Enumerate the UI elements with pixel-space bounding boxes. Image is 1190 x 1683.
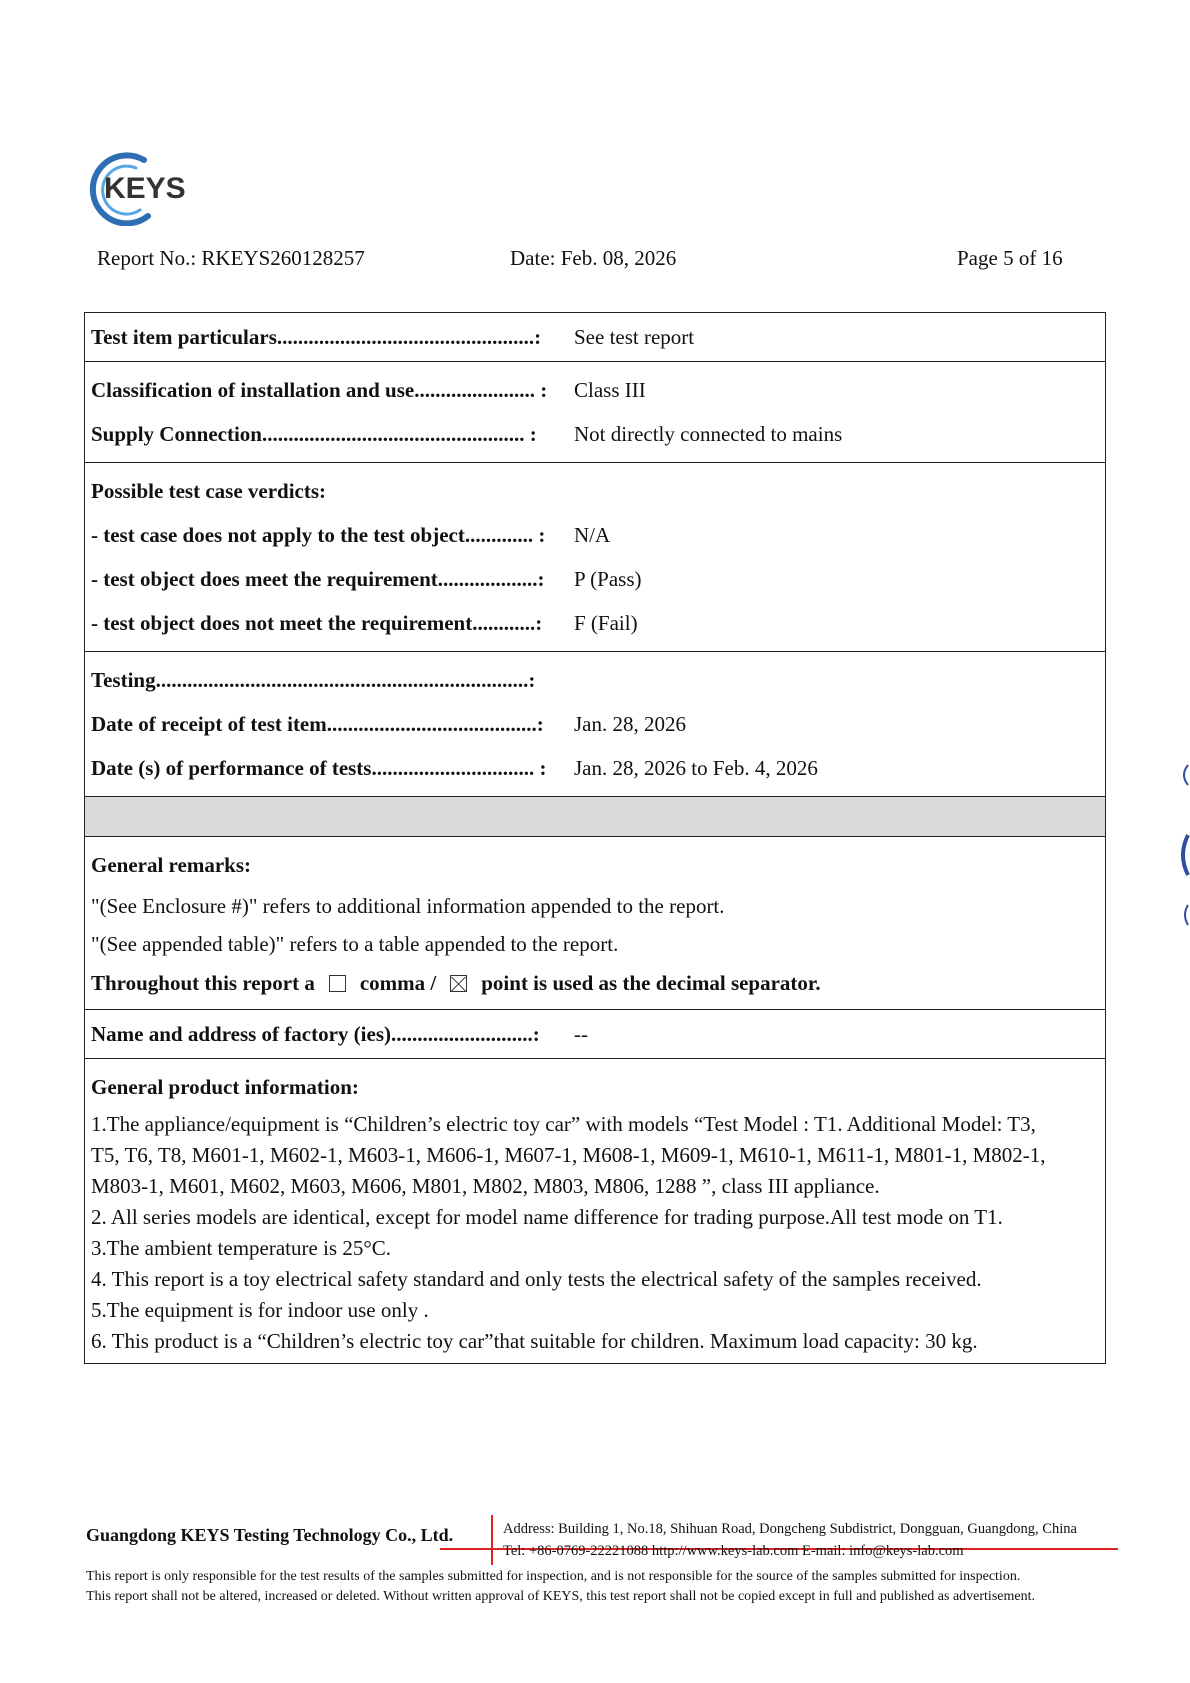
test-item-row	[91, 315, 1099, 359]
footer-disclaimer	[86, 1567, 1035, 1607]
remarks-line-2: "(See appended table)" refers to a table appended to the report.	[91, 932, 619, 956]
testing-label: Testing.......................................................................:	[91, 668, 536, 692]
product-info-line: T5, T6, T8, M601-1, M602-1, M603-1, M606-1, M607-1, M608-1, M609-1, M610-1, M611-1, M801-1, M802-1,	[91, 1143, 1046, 1167]
verdicts-heading: Possible test case verdicts:	[91, 479, 327, 503]
product-info-heading: General product information:	[91, 1075, 359, 1099]
factory-value: --	[574, 1022, 588, 1046]
verdict-fail-value: F (Fail)	[574, 611, 638, 635]
supply-row	[91, 412, 1099, 456]
testing-row	[91, 658, 1099, 702]
product-info-line: 4. This report is a toy electrical safety standard and only tests the electrical safety of the samples received.	[91, 1267, 982, 1291]
product-info-line: 1.The appliance/equipment is “Children’s electric toy car” with models “Test Model : T1. Additional Model: T3,	[91, 1112, 1036, 1136]
footer-address-block	[503, 1518, 1077, 1562]
product-info-line: 6. This product is a “Children’s electric toy car”that suitable for children. Maximum load capacity: 30 kg.	[91, 1329, 978, 1353]
receipt-date-label: Date of receipt of test item........................................:	[91, 712, 544, 736]
separator-comma-label: comma /	[359, 971, 437, 995]
disclaimer-line-2: This report shall not be altered, increased or deleted. Without written approval of KEYS, this test report shall not be copied except in full and published as advertisement.	[86, 1589, 1035, 1604]
factory-section	[85, 1010, 1105, 1059]
test-item-label: Test item particulars.................................................:	[91, 325, 542, 349]
gray-separator	[85, 797, 1105, 837]
remarks-heading: General remarks:	[91, 853, 251, 877]
test-item-value: See test report	[574, 325, 695, 349]
factory-label: Name and address of factory (ies)...........................:	[91, 1022, 540, 1046]
classification-label: Classification of installation and use....................... :	[91, 378, 548, 402]
logo-text: KEYS	[104, 172, 186, 205]
performance-date-label: Date (s) of performance of tests............................... :	[91, 756, 547, 780]
report-date: Date: Feb. 08, 2026	[510, 246, 677, 270]
classification-section	[85, 362, 1105, 463]
footer-company: Guangdong KEYS Testing Technology Co., Ltd.	[86, 1525, 454, 1545]
verdict-pass-label: - test object does meet the requirement...................:	[91, 567, 545, 591]
separator-prefix: Throughout this report a	[91, 971, 315, 995]
footer-contact: Tel: +86-0769-22221088 http://www.keys-lab.com E-mail: info@keys-lab.com	[503, 1543, 964, 1559]
factory-row	[91, 1012, 1099, 1056]
verdict-na-value: N/A	[574, 523, 611, 547]
decimal-separator-line	[91, 963, 1099, 1003]
verdicts-heading-row	[91, 469, 1099, 513]
verdict-pass-row	[91, 557, 1099, 601]
page-number: Page 5 of 16	[957, 246, 1063, 270]
classification-value: Class III	[574, 378, 646, 402]
product-info-line: 5.The equipment is for indoor use only .	[91, 1298, 429, 1322]
footer-address: Address: Building 1, No.18, Shihuan Road, Dongcheng Subdistrict, Dongguan, Guangdong, China	[503, 1521, 1077, 1537]
supply-label: Supply Connection.................................................. :	[91, 422, 537, 446]
product-info-line: 3.The ambient temperature is 25°C.	[91, 1236, 391, 1260]
verdict-fail-label: - test object does not meet the requirement............:	[91, 611, 543, 635]
receipt-date-value: Jan. 28, 2026	[574, 712, 686, 736]
product-info-line: M803-1, M601, M602, M603, M606, M801, M802, M803, M806, 1288 ”, class III appliance.	[91, 1174, 880, 1198]
disclaimer-line-1: This report is only responsible for the test results of the samples submitted for inspection, and is not responsible for the source of the samples submitted for inspection.	[86, 1569, 1021, 1584]
classification-row	[91, 368, 1099, 412]
verdict-fail-row	[91, 601, 1099, 645]
receipt-date-row	[91, 702, 1099, 746]
product-info-body	[91, 1109, 1099, 1357]
verdict-na-row	[91, 513, 1099, 557]
particulars-table	[84, 312, 1106, 1364]
verdict-pass-value: P (Pass)	[574, 567, 642, 591]
remarks-section	[85, 837, 1105, 1010]
test-item-section	[85, 313, 1105, 362]
keys-logo	[84, 150, 194, 226]
verdicts-section	[85, 463, 1105, 652]
remarks-line-1: "(See Enclosure #)" refers to additional information appended to the report.	[91, 894, 725, 918]
supply-value: Not directly connected to mains	[574, 422, 843, 446]
product-info-line: 2. All series models are identical, except for model name difference for trading purpose.All test mode on T1.	[91, 1205, 1003, 1229]
report-number: Report No.: RKEYS260128257	[97, 246, 365, 270]
performance-date-row	[91, 746, 1099, 790]
product-info-section	[85, 1059, 1105, 1363]
testing-section	[85, 652, 1105, 797]
point-checkbox[interactable]	[450, 975, 467, 992]
performance-date-value: Jan. 28, 2026 to Feb. 4, 2026	[574, 756, 818, 780]
verdict-na-label: - test case does not apply to the test object............. :	[91, 523, 546, 547]
comma-checkbox[interactable]	[329, 975, 346, 992]
separator-point-label: point is used as the decimal separator.	[481, 971, 821, 995]
footer-vertical-rule	[491, 1515, 493, 1565]
edge-seal-fragment	[1178, 760, 1190, 950]
